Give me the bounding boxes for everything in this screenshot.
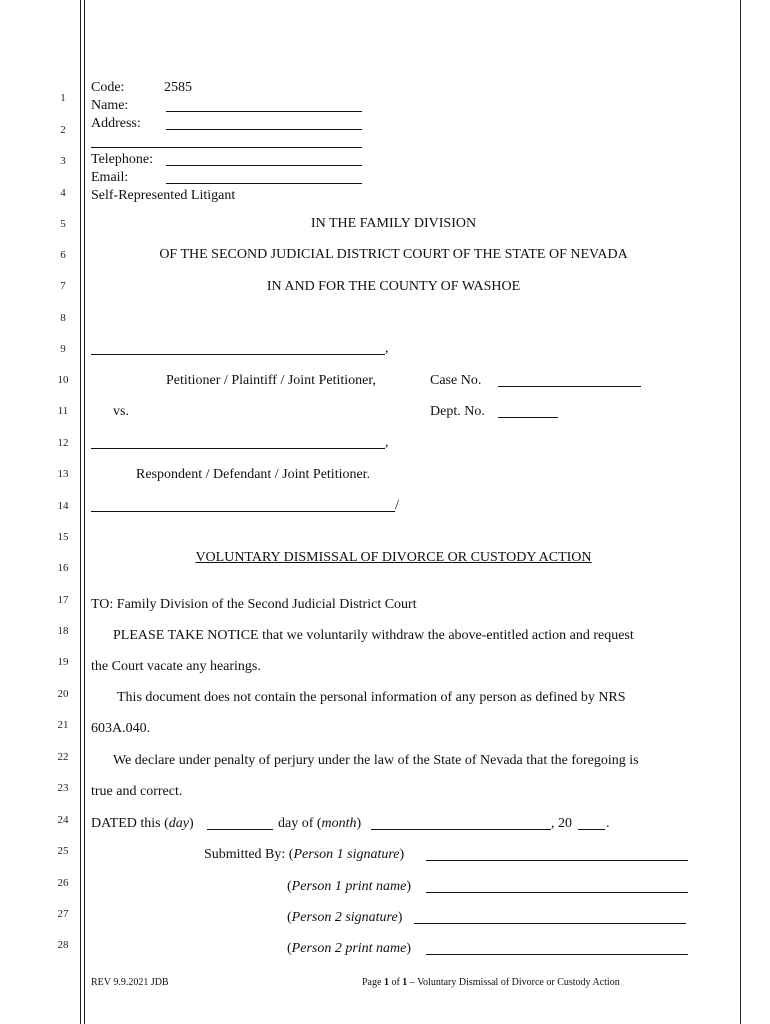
line-number: 4: [60, 187, 66, 199]
month-field[interactable]: [371, 829, 551, 830]
petitioner-label: Petitioner / Plaintiff / Joint Petitioner,: [166, 373, 376, 388]
court-heading-line-1: IN THE FAMILY DIVISION: [310, 216, 477, 231]
email-label: Email:: [91, 170, 129, 185]
line-number: 17: [57, 594, 69, 606]
line-number: 14: [57, 500, 69, 512]
line-number: 16: [57, 562, 69, 574]
line-number: 15: [57, 531, 69, 543]
open-paren: (: [287, 941, 292, 956]
line-number: 21: [57, 719, 69, 731]
revision-label: REV 9.9.2021 JDB: [91, 977, 169, 988]
line-number: 23: [57, 782, 69, 794]
petitioner-name-field[interactable]: [91, 354, 385, 355]
dated-close-paren: ): [189, 816, 194, 831]
respondent-label: Respondent / Defendant / Joint Petitioner.: [136, 467, 371, 482]
line-number: 22: [57, 751, 69, 763]
litigant-label: Self-Represented Litigant: [91, 188, 236, 203]
dept-no-field[interactable]: [498, 417, 558, 418]
line-number: 1: [60, 92, 66, 104]
caption-slash: /: [395, 498, 399, 513]
line-number: 8: [60, 312, 66, 324]
line-number: 5: [60, 218, 66, 230]
person-1-signature-hint: Person 1 signature: [293, 847, 400, 862]
person-2-print-hint: Person 2 print name: [291, 941, 407, 956]
court-heading-line-2: OF THE SECOND JUDICIAL DISTRICT COURT OF THE STATE OF NEVADA: [159, 247, 628, 262]
line-number: 27: [57, 908, 69, 920]
case-no-field[interactable]: [498, 386, 641, 387]
year-prefix: , 20: [551, 816, 572, 831]
caption-closing-rule: [91, 511, 395, 512]
line-number: 10: [57, 374, 69, 386]
address-field-2[interactable]: [91, 147, 362, 148]
person-1-signature-field[interactable]: [426, 860, 688, 861]
submitted-by-label: [204, 847, 404, 863]
declaration-line-1: We declare under penalty of perjury under the law of the State of Nevada that the foregoing is: [113, 753, 639, 768]
privacy-line-2: 603A.040.: [91, 721, 151, 736]
day-hint: day: [168, 816, 189, 831]
line-number: 11: [57, 405, 69, 417]
close-paren: ): [406, 879, 412, 894]
name-label: Name:: [91, 98, 129, 113]
page-footer: [362, 977, 620, 988]
person-2-signature-field[interactable]: [414, 923, 686, 924]
name-field[interactable]: [166, 111, 362, 112]
address-field-1[interactable]: [166, 129, 362, 130]
person-2-signature-hint: Person 2 signature: [291, 910, 398, 925]
day-of-line: [278, 816, 361, 832]
line-number: 13: [57, 468, 69, 480]
page-label: Page: [362, 977, 384, 988]
page-suffix: – Voluntary Dismissal of Divorce or Custody Action: [407, 977, 620, 988]
line-number: 12: [57, 437, 69, 449]
of-label: of: [388, 977, 403, 988]
person-1-print-label: [287, 879, 411, 895]
address-label: Address:: [91, 116, 141, 131]
line-number: 2: [60, 124, 66, 136]
court-heading-line-3: IN AND FOR THE COUNTY OF WASHOE: [266, 279, 521, 294]
submitted-by-text: Submitted By: (: [204, 847, 294, 862]
person-1-print-hint: Person 1 print name: [291, 879, 407, 894]
code-value: 2585: [164, 80, 192, 95]
line-number: 24: [57, 814, 69, 826]
notice-line-1: PLEASE TAKE NOTICE that we voluntarily withdraw the above-entitled action and request: [113, 628, 634, 643]
margin-rule-left-2: [84, 0, 85, 1024]
case-no-label: Case No.: [430, 373, 482, 388]
person-2-print-label: [287, 941, 411, 957]
dated-line: [91, 816, 194, 832]
line-number: 6: [60, 249, 66, 261]
dept-no-label: Dept. No.: [430, 404, 485, 419]
privacy-line-1: This document does not contain the personal information of any person as defined by NRS: [117, 690, 626, 705]
code-label: Code:: [91, 80, 125, 95]
page-total: 1: [402, 977, 408, 988]
line-number: 3: [60, 155, 66, 167]
line-number: 25: [57, 845, 69, 857]
day-of-text: day of (: [278, 816, 322, 831]
dated-this-text: DATED this (: [91, 816, 169, 831]
declaration-line-2: true and correct.: [91, 784, 183, 799]
dated-period: .: [606, 816, 610, 831]
line-number: 19: [57, 656, 69, 668]
person-1-print-field[interactable]: [426, 892, 688, 893]
person-2-signature-label: [287, 910, 402, 926]
close-paren: ): [399, 847, 405, 862]
line-number: 7: [60, 280, 66, 292]
year-field[interactable]: [578, 829, 605, 830]
month-hint: month: [321, 816, 357, 831]
telephone-label: Telephone:: [91, 152, 153, 167]
telephone-field[interactable]: [166, 165, 362, 166]
margin-rule-right: [740, 0, 741, 1024]
line-number: 26: [57, 877, 69, 889]
line-number: 28: [57, 939, 69, 951]
respondent-name-field[interactable]: [91, 448, 385, 449]
open-paren: (: [287, 879, 292, 894]
month-close-paren: ): [356, 816, 362, 831]
respondent-comma: ,: [385, 435, 389, 450]
addressee-line: TO: Family Division of the Second Judicial District Court: [91, 597, 417, 612]
close-paren: ): [397, 910, 403, 925]
petitioner-comma: ,: [385, 341, 389, 356]
line-number: 18: [57, 625, 69, 637]
line-number: 9: [60, 343, 66, 355]
line-number: 20: [57, 688, 69, 700]
margin-rule-left-1: [80, 0, 81, 1024]
close-paren: ): [406, 941, 412, 956]
person-2-print-field[interactable]: [426, 954, 688, 955]
day-field[interactable]: [207, 829, 273, 830]
open-paren: (: [287, 910, 292, 925]
vs-label: vs.: [113, 404, 129, 419]
email-field[interactable]: [166, 183, 362, 184]
notice-line-2: the Court vacate any hearings.: [91, 659, 261, 674]
page-current: 1: [383, 977, 389, 988]
document-title: VOLUNTARY DISMISSAL OF DIVORCE OR CUSTODY ACTION: [195, 550, 592, 565]
